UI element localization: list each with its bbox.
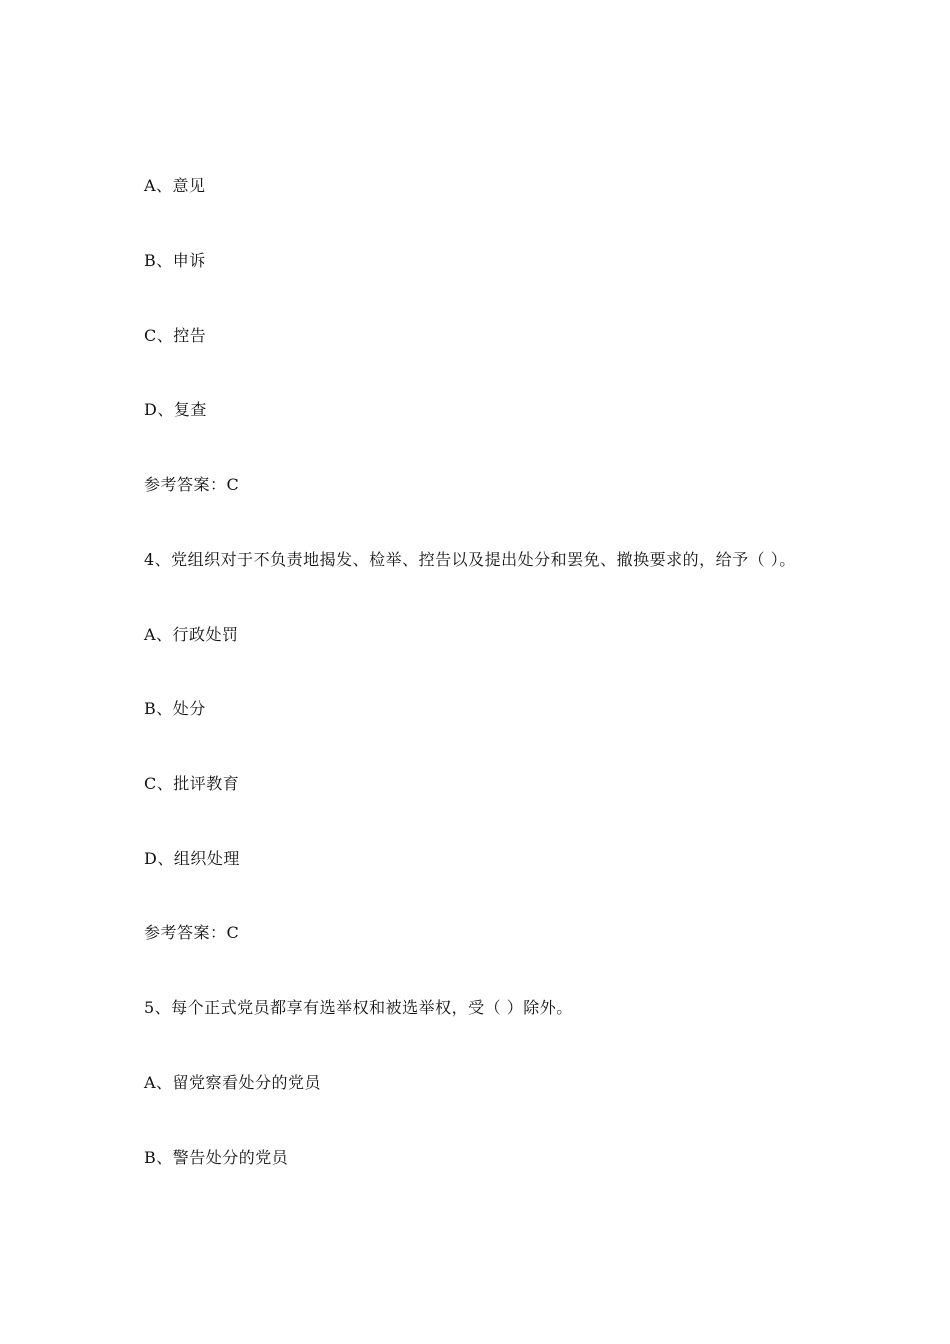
q3-option-b: B、申诉 [144,251,206,270]
q3-option-d: D、复查 [144,400,207,419]
q4-option-d: D、组织处理 [144,849,240,868]
q5-question: 5、每个正式党员都享有选举权和被选举权，受（ ）除外。 [144,998,573,1017]
q4-option-b: B、处分 [144,699,206,718]
q3-option-c: C、控告 [144,326,207,345]
q4-option-a: A、行政处罚 [144,625,239,644]
q3-answer: 参考答案：C [144,475,240,494]
q3-option-a: A、意见 [144,176,206,195]
q4-question: 4、党组织对于不负责地揭发、检举、控告以及提出处分和罢免、撤换要求的，给予（ ）。 [144,550,796,569]
q5-option-b: B、警告处分的党员 [144,1148,289,1167]
q4-option-c: C、批评教育 [144,774,240,793]
q4-answer: 参考答案：C [144,923,240,942]
q5-option-a: A、留党察看处分的党员 [144,1073,322,1092]
